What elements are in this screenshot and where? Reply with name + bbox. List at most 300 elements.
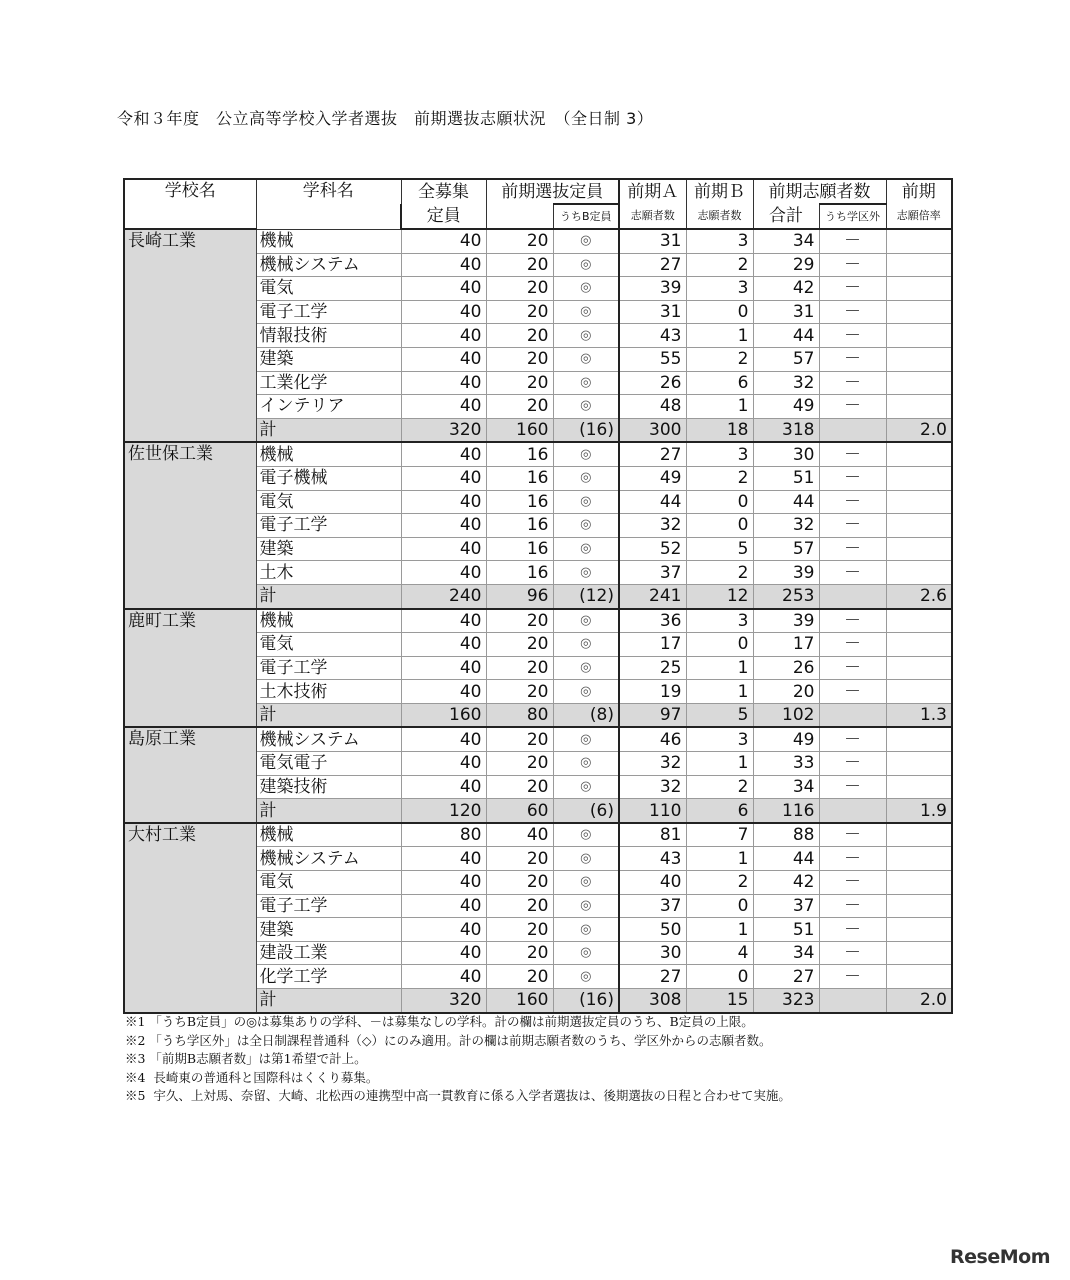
outside-district-cell: － (819, 847, 886, 871)
header-early-a: 前期Ａ (619, 179, 686, 204)
header-early-b: 前期Ｂ (686, 179, 753, 204)
early-capacity-cell: 16 (486, 442, 553, 466)
capacity-cell: 40 (401, 727, 486, 751)
outside-district-cell: － (819, 775, 886, 799)
total-capacity-cell: 160 (401, 703, 486, 727)
capacity-cell: 40 (401, 253, 486, 277)
dept-cell: 電子工学 (256, 894, 401, 918)
total-total-cell: 318 (753, 418, 819, 442)
outside-district-cell: － (819, 229, 886, 253)
total-ratio-cell: 1.3 (886, 703, 952, 727)
capacity-cell: 40 (401, 277, 486, 301)
dept-cell: 電気 (256, 277, 401, 301)
total-early-b-capacity-cell: (8) (553, 703, 619, 727)
total-ratio-cell: 1.9 (886, 799, 952, 823)
early-b-cell: 0 (686, 965, 753, 989)
capacity-cell: 40 (401, 395, 486, 419)
total-outside-district-cell (819, 418, 886, 442)
early-a-cell: 27 (619, 442, 686, 466)
total-cell: 42 (753, 277, 819, 301)
total-cell: 44 (753, 847, 819, 871)
dept-cell: 機械 (256, 442, 401, 466)
early-capacity-cell: 20 (486, 229, 553, 253)
early-capacity-cell: 20 (486, 609, 553, 633)
early-b-capacity-cell: ◎ (553, 775, 619, 799)
total-cell: 31 (753, 300, 819, 324)
early-a-cell: 19 (619, 680, 686, 704)
early-b-capacity-cell: ◎ (553, 514, 619, 538)
outside-district-cell: － (819, 941, 886, 965)
early-b-cell: 1 (686, 847, 753, 871)
total-capacity-cell: 240 (401, 584, 486, 608)
dept-cell: インテリア (256, 395, 401, 419)
capacity-cell: 40 (401, 894, 486, 918)
early-b-capacity-cell: ◎ (553, 941, 619, 965)
school-name-cell: 島原工業 (124, 727, 256, 822)
ratio-cell (886, 871, 952, 895)
early-b-cell: 0 (686, 633, 753, 657)
capacity-cell: 40 (401, 561, 486, 585)
early-a-cell: 32 (619, 752, 686, 776)
early-b-capacity-cell: ◎ (553, 300, 619, 324)
header-capacity-2: 定員 (401, 204, 486, 229)
capacity-cell: 80 (401, 823, 486, 847)
early-b-cell: 2 (686, 347, 753, 371)
early-capacity-cell: 20 (486, 847, 553, 871)
ratio-cell (886, 490, 952, 514)
total-label: 計 (256, 989, 401, 1013)
total-early-a-cell: 308 (619, 989, 686, 1013)
total-total-cell: 116 (753, 799, 819, 823)
total-early-a-cell: 110 (619, 799, 686, 823)
ratio-cell (886, 941, 952, 965)
outside-district-cell: － (819, 490, 886, 514)
ratio-cell (886, 561, 952, 585)
total-capacity-cell: 320 (401, 989, 486, 1013)
capacity-cell: 40 (401, 537, 486, 561)
total-label: 計 (256, 703, 401, 727)
early-b-cell: 3 (686, 229, 753, 253)
dept-cell: 建築 (256, 918, 401, 942)
total-early-capacity-cell: 96 (486, 584, 553, 608)
early-b-cell: 3 (686, 442, 753, 466)
ratio-cell (886, 633, 952, 657)
footnote: ※1 「うちB定員」の◎は募集ありの学科、－は募集なしの学科。計の欄は前期選抜定員のうち、B定員の上限。 (125, 1014, 754, 1029)
dept-cell: 電気 (256, 633, 401, 657)
ratio-cell (886, 894, 952, 918)
early-b-capacity-cell: ◎ (553, 680, 619, 704)
early-a-cell: 50 (619, 918, 686, 942)
capacity-cell: 40 (401, 229, 486, 253)
total-cell: 37 (753, 894, 819, 918)
total-cell: 57 (753, 537, 819, 561)
ratio-cell (886, 347, 952, 371)
ratio-cell (886, 300, 952, 324)
table-row (124, 442, 952, 466)
dept-cell: 機械 (256, 609, 401, 633)
early-capacity-cell: 20 (486, 253, 553, 277)
outside-district-cell: － (819, 514, 886, 538)
dept-cell: 機械システム (256, 253, 401, 277)
table-body (124, 229, 952, 1013)
application-status-table (123, 178, 953, 1014)
total-cell: 17 (753, 633, 819, 657)
early-b-capacity-cell: ◎ (553, 823, 619, 847)
ratio-cell (886, 775, 952, 799)
dept-cell: 建築技術 (256, 775, 401, 799)
early-b-capacity-cell: ◎ (553, 324, 619, 348)
early-b-cell: 7 (686, 823, 753, 847)
total-early-capacity-cell: 60 (486, 799, 553, 823)
total-cell: 51 (753, 466, 819, 490)
early-a-cell: 31 (619, 229, 686, 253)
header-school: 学校名 (124, 179, 256, 229)
total-outside-district-cell (819, 799, 886, 823)
header-early-capacity: 前期選抜定員 (486, 179, 619, 204)
early-b-cell: 1 (686, 918, 753, 942)
capacity-cell: 40 (401, 466, 486, 490)
total-early-b-cell: 6 (686, 799, 753, 823)
dept-cell: 電子工学 (256, 300, 401, 324)
footnote: ※5 宇久、上対馬、奈留、大崎、北松西の連携型中高一貫教育に係る入学者選抜は、後期選抜の日程と合わせて実施。 (125, 1088, 791, 1103)
early-capacity-cell: 20 (486, 727, 553, 751)
outside-district-cell: － (819, 823, 886, 847)
outside-district-cell: － (819, 871, 886, 895)
total-cell: 32 (753, 514, 819, 538)
early-b-cell: 6 (686, 371, 753, 395)
ratio-cell (886, 537, 952, 561)
page-title: 令和３年度 公立高等学校入学者選抜 前期選抜志願状況 （全日制 3） (117, 109, 654, 128)
table-row (124, 823, 952, 847)
dept-cell: 工業化学 (256, 371, 401, 395)
dept-cell: 情報技術 (256, 324, 401, 348)
dept-cell: 建築 (256, 347, 401, 371)
header-early-b-2: 志願者数 (686, 204, 753, 229)
capacity-cell: 40 (401, 775, 486, 799)
capacity-cell: 40 (401, 514, 486, 538)
early-b-capacity-cell: ◎ (553, 965, 619, 989)
total-early-b-capacity-cell: (16) (553, 989, 619, 1013)
dept-cell: 電気 (256, 490, 401, 514)
early-b-capacity-cell: ◎ (553, 395, 619, 419)
total-total-cell: 102 (753, 703, 819, 727)
outside-district-cell: － (819, 277, 886, 301)
ratio-cell (886, 847, 952, 871)
early-capacity-cell: 16 (486, 561, 553, 585)
capacity-cell: 40 (401, 371, 486, 395)
total-cell: 57 (753, 347, 819, 371)
total-capacity-cell: 120 (401, 799, 486, 823)
early-a-cell: 46 (619, 727, 686, 751)
early-a-cell: 26 (619, 371, 686, 395)
capacity-cell: 40 (401, 752, 486, 776)
total-cell: 44 (753, 490, 819, 514)
early-a-cell: 52 (619, 537, 686, 561)
outside-district-cell: － (819, 442, 886, 466)
dept-cell: 機械システム (256, 847, 401, 871)
early-b-capacity-cell: ◎ (553, 277, 619, 301)
total-cell: 29 (753, 253, 819, 277)
early-b-cell: 1 (686, 656, 753, 680)
early-b-capacity-cell: ◎ (553, 490, 619, 514)
early-capacity-cell: 16 (486, 466, 553, 490)
early-capacity-cell: 20 (486, 395, 553, 419)
ratio-cell (886, 229, 952, 253)
total-cell: 34 (753, 229, 819, 253)
outside-district-cell: － (819, 371, 886, 395)
header-dept: 学科名 (256, 179, 401, 229)
dept-cell: 電気 (256, 871, 401, 895)
total-outside-district-cell (819, 703, 886, 727)
ratio-cell (886, 324, 952, 348)
early-a-cell: 37 (619, 561, 686, 585)
early-capacity-cell: 20 (486, 918, 553, 942)
footnote: ※4 長崎東の普通科と国際科はくくり募集。 (125, 1069, 379, 1085)
dept-cell: 電子機械 (256, 466, 401, 490)
total-cell: 88 (753, 823, 819, 847)
total-ratio-cell: 2.0 (886, 418, 952, 442)
ratio-cell (886, 395, 952, 419)
early-capacity-cell: 20 (486, 324, 553, 348)
early-b-cell: 2 (686, 466, 753, 490)
early-a-cell: 37 (619, 894, 686, 918)
early-b-cell: 2 (686, 775, 753, 799)
early-capacity-cell: 40 (486, 823, 553, 847)
outside-district-cell: － (819, 466, 886, 490)
outside-district-cell: － (819, 347, 886, 371)
total-cell: 39 (753, 609, 819, 633)
outside-district-cell: － (819, 752, 886, 776)
ratio-cell (886, 277, 952, 301)
total-cell: 26 (753, 656, 819, 680)
school-name-cell: 佐世保工業 (124, 442, 256, 608)
early-b-cell: 1 (686, 324, 753, 348)
ratio-cell (886, 514, 952, 538)
outside-district-cell: － (819, 300, 886, 324)
early-b-capacity-cell: ◎ (553, 347, 619, 371)
dept-cell: 機械 (256, 229, 401, 253)
capacity-cell: 40 (401, 847, 486, 871)
early-b-capacity-cell: ◎ (553, 847, 619, 871)
early-a-cell: 31 (619, 300, 686, 324)
early-b-cell: 3 (686, 277, 753, 301)
dept-cell: 土木技術 (256, 680, 401, 704)
dept-cell: 化学工学 (256, 965, 401, 989)
dept-cell: 電子工学 (256, 514, 401, 538)
ratio-cell (886, 965, 952, 989)
early-a-cell: 25 (619, 656, 686, 680)
early-capacity-cell: 20 (486, 277, 553, 301)
capacity-cell: 40 (401, 633, 486, 657)
ratio-cell (886, 609, 952, 633)
early-capacity-cell: 20 (486, 894, 553, 918)
header-ratio: 前期 (886, 179, 952, 204)
outside-district-cell: － (819, 561, 886, 585)
outside-district-cell: － (819, 253, 886, 277)
header-early-capacity-blank (486, 204, 553, 229)
early-capacity-cell: 20 (486, 965, 553, 989)
early-a-cell: 32 (619, 775, 686, 799)
header-outside-district: うち学区外 (819, 204, 886, 229)
total-early-b-capacity-cell: (16) (553, 418, 619, 442)
capacity-cell: 40 (401, 918, 486, 942)
total-label: 計 (256, 799, 401, 823)
total-cell: 20 (753, 680, 819, 704)
early-a-cell: 27 (619, 965, 686, 989)
early-a-cell: 40 (619, 871, 686, 895)
early-b-cell: 0 (686, 300, 753, 324)
early-b-cell: 2 (686, 253, 753, 277)
early-a-cell: 39 (619, 277, 686, 301)
total-label: 計 (256, 418, 401, 442)
header-ratio-2: 志願倍率 (886, 204, 952, 229)
outside-district-cell: － (819, 965, 886, 989)
dept-cell: 機械 (256, 823, 401, 847)
footnotes (125, 1013, 791, 1106)
capacity-cell: 40 (401, 680, 486, 704)
school-name-cell: 大村工業 (124, 823, 256, 1013)
total-cell: 42 (753, 871, 819, 895)
footnote: ※2 「うち学区外」は全日制課程普通科（◇）にのみ適用。計の欄は前期志願者数のうち、学区外からの志願者数。 (125, 1032, 772, 1048)
early-b-capacity-cell: ◎ (553, 894, 619, 918)
total-early-capacity-cell: 160 (486, 418, 553, 442)
early-b-capacity-cell: ◎ (553, 466, 619, 490)
outside-district-cell: － (819, 633, 886, 657)
early-b-capacity-cell: ◎ (553, 609, 619, 633)
early-a-cell: 49 (619, 466, 686, 490)
dept-cell: 建築 (256, 537, 401, 561)
outside-district-cell: － (819, 680, 886, 704)
early-b-cell: 2 (686, 871, 753, 895)
capacity-cell: 40 (401, 609, 486, 633)
outside-district-cell: － (819, 537, 886, 561)
early-b-capacity-cell: ◎ (553, 752, 619, 776)
early-b-cell: 5 (686, 537, 753, 561)
total-cell: 33 (753, 752, 819, 776)
capacity-cell: 40 (401, 347, 486, 371)
early-b-cell: 0 (686, 490, 753, 514)
early-b-cell: 3 (686, 609, 753, 633)
ratio-cell (886, 752, 952, 776)
early-a-cell: 36 (619, 609, 686, 633)
early-b-cell: 0 (686, 514, 753, 538)
table-row (124, 609, 952, 633)
outside-district-cell: － (819, 324, 886, 348)
outside-district-cell: － (819, 727, 886, 751)
early-a-cell: 17 (619, 633, 686, 657)
total-cell: 51 (753, 918, 819, 942)
resemom-logo: ReseMom (950, 1246, 1050, 1268)
total-early-capacity-cell: 80 (486, 703, 553, 727)
total-cell: 34 (753, 775, 819, 799)
total-outside-district-cell (819, 584, 886, 608)
early-b-cell: 4 (686, 941, 753, 965)
total-cell: 30 (753, 442, 819, 466)
early-b-capacity-cell: ◎ (553, 253, 619, 277)
capacity-cell: 40 (401, 656, 486, 680)
early-b-capacity-cell: ◎ (553, 918, 619, 942)
early-b-cell: 3 (686, 727, 753, 751)
early-a-cell: 27 (619, 253, 686, 277)
early-b-capacity-cell: ◎ (553, 871, 619, 895)
ratio-cell (886, 823, 952, 847)
early-capacity-cell: 16 (486, 537, 553, 561)
early-b-capacity-cell: ◎ (553, 537, 619, 561)
total-cell: 49 (753, 395, 819, 419)
total-early-b-cell: 18 (686, 418, 753, 442)
early-capacity-cell: 20 (486, 656, 553, 680)
total-early-b-cell: 5 (686, 703, 753, 727)
total-label: 計 (256, 584, 401, 608)
early-a-cell: 43 (619, 324, 686, 348)
total-early-a-cell: 300 (619, 418, 686, 442)
early-capacity-cell: 20 (486, 680, 553, 704)
header-capacity: 全募集 (401, 179, 486, 204)
total-early-a-cell: 241 (619, 584, 686, 608)
total-early-a-cell: 97 (619, 703, 686, 727)
early-b-cell: 1 (686, 680, 753, 704)
early-a-cell: 32 (619, 514, 686, 538)
dept-cell: 機械システム (256, 727, 401, 751)
table-row (124, 229, 952, 253)
early-b-cell: 1 (686, 395, 753, 419)
early-b-capacity-cell: ◎ (553, 371, 619, 395)
total-early-b-capacity-cell: (12) (553, 584, 619, 608)
early-capacity-cell: 20 (486, 871, 553, 895)
outside-district-cell: － (819, 918, 886, 942)
ratio-cell (886, 918, 952, 942)
early-a-cell: 48 (619, 395, 686, 419)
ratio-cell (886, 466, 952, 490)
school-name-cell: 鹿町工業 (124, 609, 256, 728)
total-outside-district-cell (819, 989, 886, 1013)
capacity-cell: 40 (401, 324, 486, 348)
ratio-cell (886, 680, 952, 704)
ratio-cell (886, 656, 952, 680)
total-total-cell: 323 (753, 989, 819, 1013)
table-row (124, 727, 952, 751)
early-capacity-cell: 16 (486, 490, 553, 514)
early-capacity-cell: 20 (486, 941, 553, 965)
capacity-cell: 40 (401, 871, 486, 895)
ratio-cell (886, 442, 952, 466)
school-name-cell: 長崎工業 (124, 229, 256, 442)
capacity-cell: 40 (401, 300, 486, 324)
total-cell: 34 (753, 941, 819, 965)
total-cell: 27 (753, 965, 819, 989)
early-b-cell: 0 (686, 894, 753, 918)
header-total-applicants: 前期志願者数 (753, 179, 886, 204)
early-a-cell: 30 (619, 941, 686, 965)
dept-cell: 土木 (256, 561, 401, 585)
total-early-b-cell: 12 (686, 584, 753, 608)
early-capacity-cell: 20 (486, 633, 553, 657)
early-b-capacity-cell: ◎ (553, 656, 619, 680)
total-cell: 49 (753, 727, 819, 751)
early-b-capacity-cell: ◎ (553, 727, 619, 751)
footnote: ※3 「前期B志願者数」は第1希望で計上。 (125, 1051, 367, 1066)
total-cell: 32 (753, 371, 819, 395)
early-b-capacity-cell: ◎ (553, 442, 619, 466)
capacity-cell: 40 (401, 442, 486, 466)
early-capacity-cell: 16 (486, 514, 553, 538)
total-total-cell: 253 (753, 584, 819, 608)
early-a-cell: 44 (619, 490, 686, 514)
capacity-cell: 40 (401, 490, 486, 514)
early-b-capacity-cell: ◎ (553, 229, 619, 253)
outside-district-cell: － (819, 894, 886, 918)
ratio-cell (886, 727, 952, 751)
